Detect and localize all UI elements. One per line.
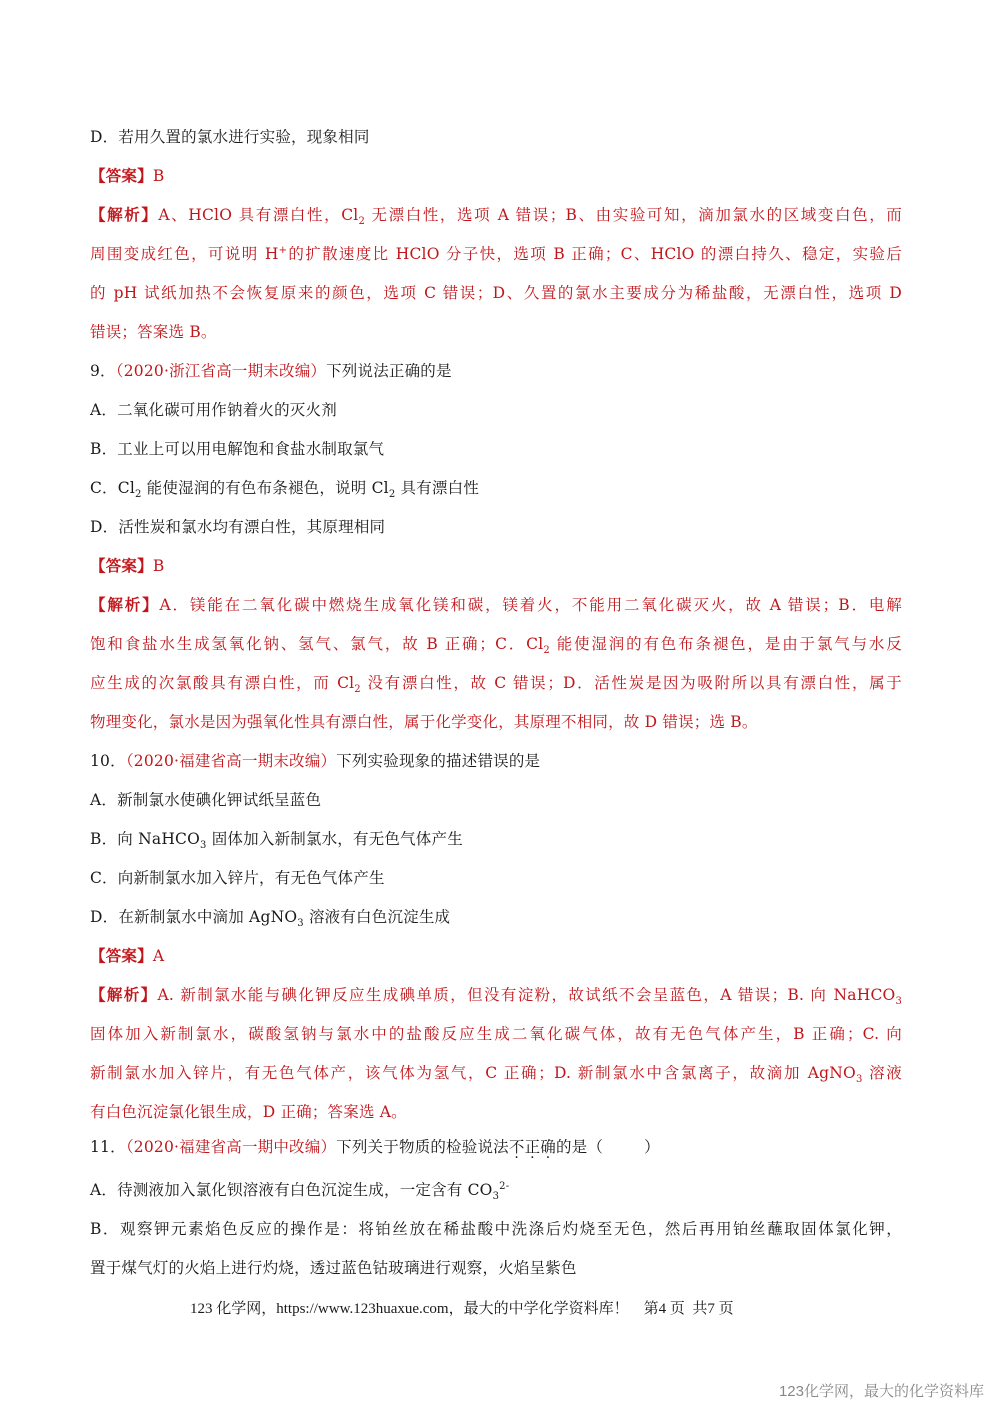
- q10-option-a: A．新制氯水使碘化钾试纸呈蓝色: [90, 791, 322, 809]
- emphasis-char: 不: [508, 1138, 525, 1156]
- q9-option-a: A．二氧化碳可用作钠着火的灭火剂: [90, 401, 337, 419]
- answer-blank: 的是（ ）: [555, 1138, 660, 1156]
- answer-tag: 【答案】: [90, 946, 153, 965]
- answer-value: B: [152, 557, 165, 575]
- q8-answer: [90, 166, 164, 186]
- q10-answer: [90, 946, 164, 966]
- page-number: 第4 页 共7 页: [643, 1301, 734, 1317]
- q8-analysis-line-2: 周围变成红色，可说明 H+的扩散速度比 HClO 分子快，选项 B 正确；C、HClO 的漂白持久、稳定，实验后: [90, 245, 902, 263]
- emphasis-char: 正: [524, 1138, 541, 1156]
- q10-option-b: B．向 NaHCO$_3$ 固体加入新制氯水，有无色气体产生: [90, 830, 463, 851]
- q8-analysis-line-1: 【解析】A、HClO 具有漂白性，$Cl_2$ 无漂白性，选项 A 错误；B、由实验可知，滴加氯水的区域变白色，而: [90, 205, 902, 227]
- q9-analysis-line-3: 应生成的次氯酸具有漂白性，而 $Cl_2$ 没有漂白性，故 C 错误；D．活性炭是因为吸附所以具有漂白性，属于: [90, 674, 902, 695]
- q10-analysis-line-4: 有白色沉淀氯化银生成，D 正确；答案选 A。: [90, 1103, 407, 1121]
- q8-analysis-line-3: 的 pH 试纸加热不会恢复原来的颜色，选项 C 错误；D、久置的氯水主要成分为稀盐酸，无漂白性，选项 D: [90, 284, 902, 302]
- q11-stem: [90, 1137, 660, 1157]
- question-text: 下列实验现象的描述错误的是: [336, 752, 541, 770]
- q8-analysis-line-4: 错误；答案选 B。: [90, 323, 217, 341]
- q9-option-d: D．活性炭和氯水均有漂白性，其原理相同: [90, 518, 386, 536]
- question-number: 11．: [90, 1138, 126, 1156]
- q10-analysis-line-3: 新制氯水加入锌片，有无色气体产，该气体为氢气，C 正确；D. 新制氯水中含氯离子，故滴加 AgNO$_3$ 溶液: [90, 1064, 902, 1085]
- q8-option-d: D．若用久置的氯水进行实验，现象相同: [90, 128, 370, 146]
- analysis-tag: 【解析】: [90, 595, 160, 614]
- question-number: 9．: [90, 362, 116, 380]
- question-source: （2020·福建省高一期中改编）: [125, 1138, 337, 1156]
- page-footer: [190, 1297, 734, 1318]
- q10-analysis-line-2: 固体加入新制氯水，碳酸氢钠与氯水中的盐酸反应生成二氧化碳气体，故有无色气体产生，B 正确；C. 向: [90, 1025, 902, 1043]
- q10-stem: [90, 751, 540, 771]
- question-source: （2020·福建省高一期末改编）: [125, 752, 337, 770]
- emphasis-char: 确: [540, 1138, 556, 1156]
- q9-analysis-line-4: 物理变化，氯水是因为强氧化性具有漂白性，属于化学变化，其原理不相同，故 D 错误；选 B。: [90, 713, 758, 731]
- question-text: 下列说法正确的是: [326, 362, 452, 380]
- q9-answer: [90, 556, 164, 576]
- answer-tag: 【答案】: [90, 166, 153, 185]
- question-text: 下列关于物质的检验说法: [336, 1138, 509, 1156]
- q9-analysis-line-2: 饱和食盐水生成氢氧化钠、氢气、氯气，故 B 正确；C．$Cl_2$ 能使湿润的有色布条褪色，是由于氯气与水反: [90, 635, 902, 656]
- q10-option-c: C．向新制氯水加入锌片，有无色气体产生: [90, 869, 385, 887]
- watermark: 123化学网，最大的化学资料库: [778, 1383, 984, 1400]
- answer-tag: 【答案】: [90, 556, 153, 575]
- q11-option-b-line-2: 置于煤气灯的火焰上进行灼烧，透过蓝色钴玻璃进行观察，火焰呈紫色: [90, 1259, 577, 1277]
- question-source: （2020·浙江省高一期末改编）: [115, 362, 327, 380]
- q11-option-a: A．待测液加入氯化钡溶液有白色沉淀生成，一定含有 $CO_3^{2-}$: [90, 1181, 510, 1202]
- q10-option-d: D．在新制氯水中滴加 AgNO$_3$ 溶液有白色沉淀生成: [90, 908, 451, 929]
- q9-stem: [90, 361, 452, 381]
- q9-analysis-line-1: 【解析】A．镁能在二氧化碳中燃烧生成氧化镁和碳，镁着火，不能用二氧化碳灭火，故 A 错误；B．电解: [90, 595, 902, 614]
- footer-site-text: 123 化学网，https://www.123huaxue.com，最大的中学化学资料库！: [190, 1301, 629, 1317]
- q11-option-b-line-1: B．观察钾元素焰色反应的操作是：将铂丝放在稀盐酸中洗涤后灼烧至无色，然后再用铂丝蘸取固体氯化钾，: [90, 1220, 902, 1238]
- q9-option-b: B．工业上可以用电解饱和食盐水制取氯气: [90, 440, 385, 458]
- answer-value: B: [152, 167, 165, 185]
- question-number: 10．: [90, 752, 126, 770]
- q9-option-c: C．$Cl_2$ 能使湿润的有色布条褪色，说明 $Cl_2$ 具有漂白性: [90, 479, 480, 500]
- analysis-tag: 【解析】: [90, 205, 159, 224]
- analysis-tag: 【解析】: [90, 985, 158, 1004]
- answer-value: A: [152, 947, 165, 965]
- q10-analysis-line-1: 【解析】A. 新制氯水能与碘化钾反应生成碘单质，但没有淀粉，故试纸不会呈蓝色，A 错误；B. 向 NaHCO$_3$: [90, 985, 902, 1007]
